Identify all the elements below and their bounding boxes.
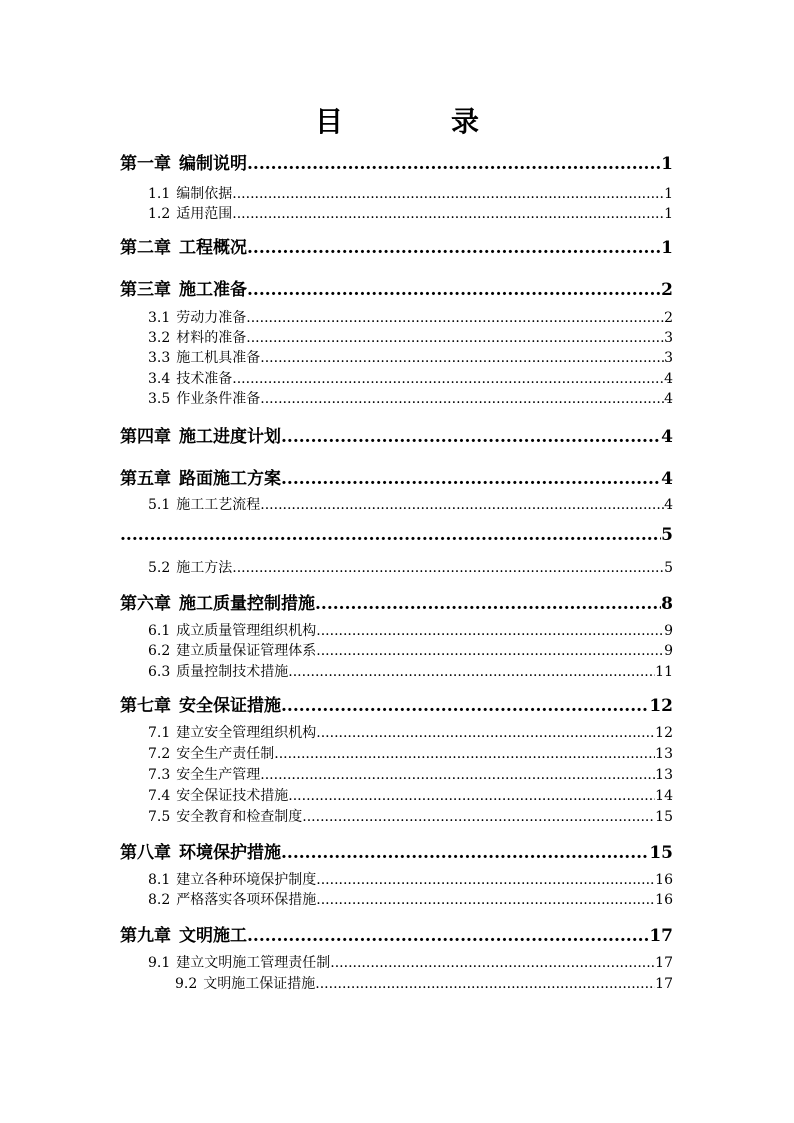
page-title: 目 录 — [314, 105, 519, 138]
dot-leader — [260, 497, 664, 513]
dot-leader — [316, 872, 655, 888]
toc-entry-number: 7.5 — [148, 809, 171, 825]
toc-page-number: 17 — [649, 926, 673, 946]
toc-page-number: 4 — [661, 427, 673, 447]
toc-page-number: 11 — [655, 664, 673, 680]
toc-entry-number: 6.3 — [148, 664, 171, 680]
toc-chapter-entry[interactable] — [120, 838, 673, 863]
toc-section-entry[interactable] — [148, 183, 673, 203]
dot-leader — [315, 594, 661, 614]
toc-section-entry[interactable] — [148, 620, 673, 640]
toc-page-number: 5 — [661, 525, 673, 545]
toc-entry-label — [148, 869, 316, 889]
toc-entry-number: 8.2 — [148, 892, 171, 908]
toc-page-number: 9 — [664, 623, 673, 639]
toc-entry-title: 施工进度计划 — [179, 427, 281, 447]
dot-leader — [232, 371, 664, 387]
toc-page-number: 2 — [661, 280, 673, 300]
toc-entry-title: 文明施工保证措施 — [203, 976, 316, 992]
toc-entry-title: 路面施工方案 — [179, 469, 281, 489]
toc-page-number: 2 — [664, 310, 673, 326]
toc-entry-label — [148, 640, 316, 660]
toc-entry-label — [148, 347, 260, 367]
toc-entry-title: 施工方法 — [176, 560, 233, 576]
toc-page-number: 9 — [664, 643, 673, 659]
toc-entry-label — [120, 838, 281, 863]
dot-leader — [288, 664, 655, 680]
dot-leader — [246, 330, 664, 346]
toc-entry-number: 3.1 — [148, 310, 171, 326]
toc-entry-label — [120, 422, 281, 447]
toc-entry-title: 建立质量保证管理体系 — [176, 643, 317, 659]
dot-leader — [246, 310, 664, 326]
toc-entry-number: 7.1 — [148, 725, 171, 741]
toc-entry-label — [148, 889, 316, 909]
toc-page-number: 4 — [664, 497, 673, 513]
toc-section-entry[interactable] — [175, 973, 673, 993]
toc-entry-number: 第七章 — [120, 696, 171, 716]
toc-page-number: 1 — [661, 154, 673, 174]
toc-entry-label — [120, 233, 247, 258]
toc-entry-number: 第三章 — [120, 280, 171, 300]
toc-chapter-entry[interactable] — [120, 464, 673, 489]
toc-page-number: 4 — [664, 391, 673, 407]
toc-section-entry[interactable] — [148, 785, 673, 805]
toc-section-entry[interactable] — [148, 952, 673, 972]
toc-entry-label — [148, 806, 302, 826]
toc-entry-title: 施工准备 — [179, 280, 247, 300]
toc-entry-title: 建立文明施工管理责任制 — [176, 955, 331, 971]
toc-entry-number: 6.2 — [148, 643, 171, 659]
dot-leader — [247, 154, 661, 174]
toc-entry-number: 第九章 — [120, 926, 171, 946]
toc-section-entry[interactable] — [148, 889, 673, 909]
toc-page-number: 3 — [664, 330, 673, 346]
toc-entry-title: 施工工艺流程 — [176, 497, 261, 513]
toc-entry-number: 1.2 — [148, 206, 171, 222]
toc-page-number: 1 — [664, 206, 673, 222]
toc-entry-title: 工程概况 — [179, 238, 247, 258]
toc-page-number: 15 — [655, 809, 673, 825]
toc-entry-number: 3.2 — [148, 330, 171, 346]
dot-leader — [232, 186, 664, 202]
dot-leader — [315, 976, 655, 992]
toc-entry-title: 安全生产管理 — [176, 767, 261, 783]
toc-entry-label — [148, 952, 330, 972]
toc-entry-title: 环境保护措施 — [179, 843, 281, 863]
toc-entry-title: 成立质量管理组织机构 — [176, 623, 317, 639]
toc-chapter-entry[interactable] — [120, 921, 673, 946]
toc-entry-number: 3.5 — [148, 391, 171, 407]
dot-leader — [281, 469, 661, 489]
toc-entry-title: 材料的准备 — [176, 330, 247, 346]
toc-entry-title: 作业条件准备 — [176, 391, 261, 407]
toc-section-entry[interactable] — [148, 722, 673, 742]
toc-entry-title: 安全教育和检查制度 — [176, 809, 303, 825]
toc-section-entry[interactable] — [148, 203, 673, 223]
toc-chapter-entry[interactable] — [120, 233, 673, 258]
toc-chapter-entry[interactable] — [120, 275, 673, 300]
toc-page-number: 8 — [661, 594, 673, 614]
dot-leader — [316, 643, 664, 659]
dot-leader — [281, 843, 649, 863]
toc-page-number: 1 — [661, 238, 673, 258]
toc-page-number: 4 — [664, 371, 673, 387]
toc-entry-title: 安全保证技术措施 — [176, 788, 289, 804]
dot-leader — [247, 238, 661, 258]
toc-section-entry[interactable] — [148, 764, 673, 784]
toc-chapter-entry[interactable] — [120, 691, 673, 716]
toc-page-number: 13 — [655, 767, 673, 783]
toc-entry-title: 施工质量控制措施 — [179, 594, 315, 614]
toc-entry-number: 5.2 — [148, 560, 171, 576]
dot-leader — [260, 350, 664, 366]
dot-leader — [288, 788, 655, 804]
toc-entry-number: 3.4 — [148, 371, 171, 387]
toc-entry-title: 适用范围 — [176, 206, 233, 222]
toc-section-entry[interactable] — [148, 347, 673, 367]
toc-page-number: 16 — [655, 892, 673, 908]
toc-entry-number: 7.3 — [148, 767, 171, 783]
toc-entry-label — [120, 691, 281, 716]
toc-chapter-entry[interactable] — [120, 589, 673, 614]
toc-chapter-entry[interactable] — [120, 422, 673, 447]
toc-entry-number: 第八章 — [120, 843, 171, 863]
toc-section-entry[interactable] — [148, 327, 673, 347]
toc-entry-label — [148, 183, 232, 203]
toc-entry-number: 第二章 — [120, 238, 171, 258]
toc-entry-label — [148, 557, 232, 577]
toc-entry-number: 第四章 — [120, 427, 171, 447]
dot-leader — [281, 696, 649, 716]
toc-chapter-entry[interactable] — [120, 525, 673, 545]
toc-section-entry[interactable] — [148, 388, 673, 408]
dot-leader — [247, 280, 661, 300]
toc-section-entry[interactable] — [148, 661, 673, 681]
toc-entry-label — [148, 661, 288, 681]
toc-page-number: 16 — [655, 872, 673, 888]
toc-entry-title: 安全生产责任制 — [176, 746, 275, 762]
toc-section-entry[interactable] — [148, 494, 673, 514]
toc-entry-label — [120, 149, 247, 174]
toc-entry-label — [148, 327, 246, 347]
toc-entry-label — [148, 743, 274, 763]
toc-section-entry[interactable] — [148, 640, 673, 660]
toc-entry-label — [148, 494, 260, 514]
toc-page-number: 5 — [664, 560, 673, 576]
toc-section-entry[interactable] — [148, 557, 673, 577]
toc-entry-title: 质量控制技术措施 — [176, 664, 289, 680]
toc-section-entry[interactable] — [148, 806, 673, 826]
toc-page-number: 14 — [655, 788, 673, 804]
dot-leader — [316, 623, 664, 639]
toc-entry-label — [148, 722, 316, 742]
toc-entry-label — [148, 764, 260, 784]
toc-page-number: 12 — [655, 725, 673, 741]
toc-entry-title: 建立各种环境保护制度 — [176, 872, 317, 888]
toc-page-number: 17 — [655, 976, 673, 992]
toc-page-number: 3 — [664, 350, 673, 366]
toc-chapter-entry[interactable] — [120, 149, 673, 174]
dot-leader — [247, 926, 649, 946]
toc-section-entry[interactable] — [148, 743, 673, 763]
toc-entry-number: 5.1 — [148, 497, 171, 513]
toc-entry-label — [120, 464, 281, 489]
toc-entry-label — [148, 203, 232, 223]
toc-section-entry[interactable] — [148, 368, 673, 388]
dot-leader — [232, 560, 664, 576]
toc-entry-title: 严格落实各项环保措施 — [176, 892, 317, 908]
dot-leader — [330, 955, 655, 971]
toc-entry-number: 第一章 — [120, 154, 171, 174]
toc-page-number: 1 — [664, 186, 673, 202]
dot-leader — [302, 809, 655, 825]
toc-section-entry[interactable] — [148, 869, 673, 889]
toc-entry-title: 建立安全管理组织机构 — [176, 725, 317, 741]
toc-entry-label — [148, 785, 288, 805]
toc-page-number: 15 — [649, 843, 673, 863]
toc-page-number: 4 — [661, 469, 673, 489]
toc-entry-title: 安全保证措施 — [179, 696, 281, 716]
dot-leader — [316, 892, 655, 908]
dot-leader — [232, 206, 664, 222]
toc-entry-title: 技术准备 — [176, 371, 233, 387]
toc-entry-label — [175, 973, 315, 993]
toc-page-number: 17 — [655, 955, 673, 971]
toc-page-number: 12 — [649, 696, 673, 716]
toc-entry-label — [120, 275, 247, 300]
toc-entry-number: 7.2 — [148, 746, 171, 762]
toc-entry-number: 9.2 — [175, 976, 198, 992]
toc-entry-label — [120, 921, 247, 946]
toc-entry-number: 1.1 — [148, 186, 171, 202]
toc-entry-number: 9.1 — [148, 955, 171, 971]
dot-leader — [260, 767, 655, 783]
toc-entry-label — [120, 589, 315, 614]
toc-entry-label — [148, 368, 232, 388]
toc-entry-title: 编制依据 — [176, 186, 233, 202]
toc-section-entry[interactable] — [148, 307, 673, 327]
toc-entry-number: 6.1 — [148, 623, 171, 639]
toc-entry-label — [148, 388, 260, 408]
dot-leader — [316, 725, 655, 741]
dot-leader — [281, 427, 661, 447]
toc-page-number: 13 — [655, 746, 673, 762]
dot-leader — [120, 525, 661, 545]
dot-leader — [260, 391, 664, 407]
toc-entry-title: 文明施工 — [179, 926, 247, 946]
dot-leader — [274, 746, 655, 762]
toc-entry-title: 施工机具准备 — [176, 350, 261, 366]
toc-entry-number: 第五章 — [120, 469, 171, 489]
toc-entry-label — [148, 620, 316, 640]
toc-entry-number: 8.1 — [148, 872, 171, 888]
toc-entry-title: 劳动力准备 — [176, 310, 247, 326]
toc-entry-title: 编制说明 — [179, 154, 247, 174]
toc-entry-label — [148, 307, 246, 327]
toc-entry-number: 7.4 — [148, 788, 171, 804]
toc-entry-number: 第六章 — [120, 594, 171, 614]
toc-entry-number: 3.3 — [148, 350, 171, 366]
